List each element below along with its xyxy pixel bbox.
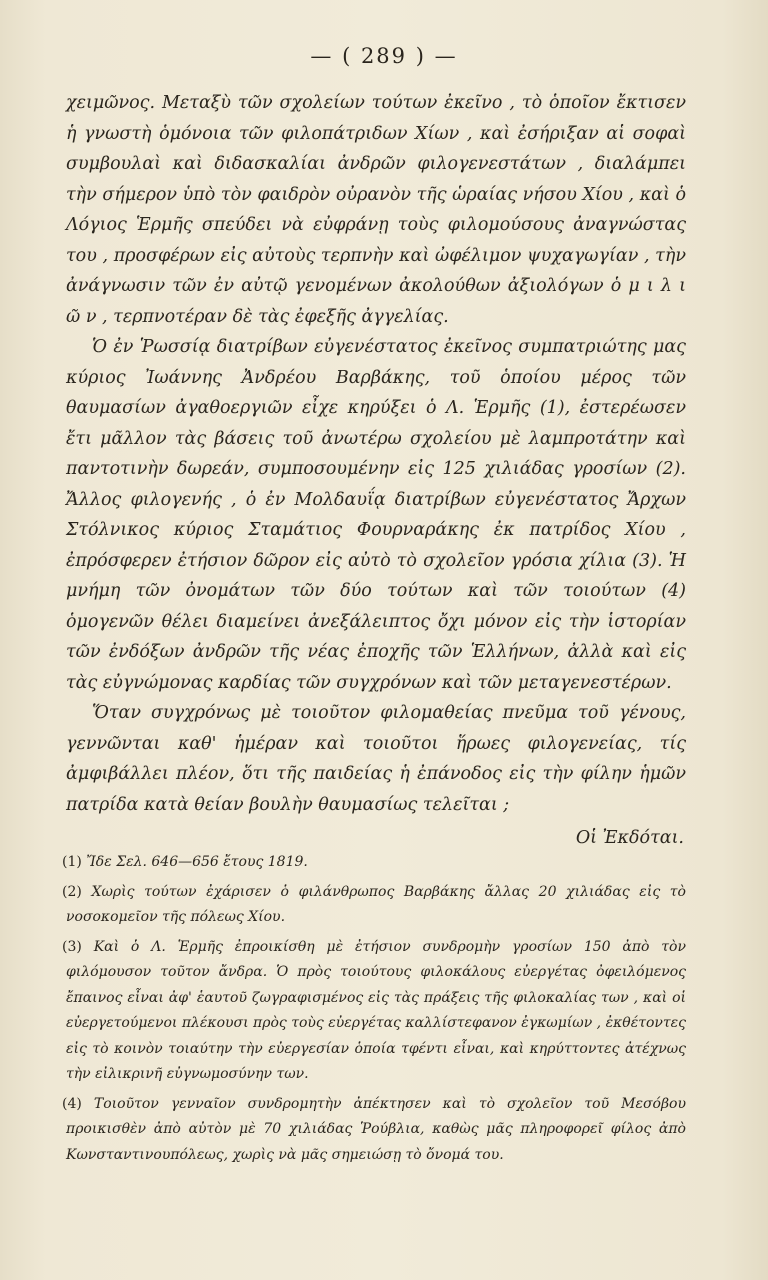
footnote-number: (4)	[62, 1095, 82, 1112]
page-header: — ( 289 ) —	[310, 44, 458, 68]
signature: Οἱ Ἐκδόται.	[575, 828, 684, 848]
footnote-number: (1)	[62, 854, 82, 870]
paragraph-3: Ὅταν συγχρόνως μὲ τοιοῦτον φιλομαθείας πνεῦμα τοῦ γένους, γεννῶνται καθ' ἡμέραν καὶ τοιοῦτοι ἥρωες φιλογενείας, τίς ἀμφιβάλλει πλέον, ὅτι τῆς παιδείας ἡ ἐπάνοδος εἰς τὴν φίλην ἡμῶν πατρίδα κατὰ θείαν βουλὴν θαυμασίως τελεῖται ;	[66, 703, 686, 815]
main-text	[66, 88, 686, 820]
paragraph-2: Ὁ ἐν Ῥωσσίᾳ διατρίβων εὐγενέστατος ἐκεῖνος συμπατριώτης μας κύριος Ἰωάννης Ἀνδρέου Βαρβάκης, τοῦ ὁποίου μέρος τῶν θαυμασίων ἀγαθοεργιῶν εἶχε κηρύξει ὁ Λ. Ἑρμῆς (1), ἐστερέωσεν ἔτι μᾶλλον τὰς βάσεις τοῦ ἀνωτέρω σχολείου μὲ λαμπροτάτην καὶ παντοτινὴν δωρεάν, συμποσουμένην εἰς 125 χιλιάδας γροσίων (2). Ἄλλος φιλογενής , ὁ ἐν Μολδαυΐᾳ διατρίβων εὐγενέστατος Ἄρχων Στόλνικος κύριος Σταμάτιος Φουρναράκης ἐκ πατρίδος Χίου , ἐπρόσφερεν ἐτήσιον δῶρον εἰς αὐτὸ τὸ σχολεῖον γρόσια χίλια (3). Ἡ μνήμη τῶν ὀνομάτων τῶν δύο τούτων καὶ τῶν τοιούτων (4) ὁμογενῶν θέλει διαμείνει ἀνεξάλειπτος ὄχι μόνον εἰς τὴν ἱστορίαν τῶν ἐνδόξων ἀνδρῶν τῆς νέας ἐποχῆς τῶν Ἑλλήνων, ἀλλὰ καὶ εἰς τὰς εὐγνώμονας καρδίας τῶν συγχρόνων καὶ τῶν μεταγενεστέρων.	[66, 337, 686, 693]
footnote-number: (3)	[62, 938, 82, 955]
footnote-2	[62, 880, 686, 931]
footnote-text: Καὶ ὁ Λ. Ἑρμῆς ἐπροικίσθη μὲ ἐτήσιον συνδρομὴν γροσίων 150 ἀπὸ τὸν φιλόμουσον τοῦτον ἄνδρα. Ὁ πρὸς τοιούτους φιλοκάλους εὐεργέτας ὀφειλόμενος ἔπαινος εἶναι ἀφ' ἑαυτοῦ ζωγραφισμένος εἰς τὰς πράξεις τῆς φιλοκαλίας των , καὶ οἱ εὐεργετούμενοι πλέκουσι πρὸς τοὺς εὐεργέτας καλλίστεφανον ἐγκωμίων , ἐκθέτοντες εἰς τὸ κοινὸν τοιαύτην τὴν εὐεργεσίαν ὁποία τφέντι εἶναι, καὶ κηρύττοντες ἀτέχνως τὴν εἰλικρινῆ εὐγνωμοσύνην των.	[66, 938, 686, 1082]
footnote-number: (2)	[62, 883, 82, 900]
footnote-1	[62, 850, 686, 876]
footnotes	[62, 850, 686, 1172]
footnote-text: Χωρὶς τούτων ἐχάρισεν ὁ φιλάνθρωπος Βαρβάκης ἄλλας 20 χιλιάδας εἰς τὸ νοσοκομεῖον τῆς πόλεως Χίου.	[66, 883, 686, 925]
paragraph-1: χειμῶνος. Μεταξὺ τῶν σχολείων τούτων ἐκεῖνο , τὸ ὁποῖον ἔκτισεν ἡ γνωστὴ ὁμόνοια τῶν φιλοπάτριδων Χίων , καὶ ἐσήριξαν αἱ σοφαὶ συμβουλαὶ καὶ διδασκαλίαι ἀνδρῶν φιλογενεστάτων , διαλάμπει τὴν σήμερον ὑπὸ τὸν φαιδρὸν οὐρανὸν τῆς ὡραίας νήσου Χίου , καὶ ὁ Λόγιος Ἑρμῆς σπεύδει νὰ εὐφράνῃ τοὺς φιλομούσους ἀναγνώστας του , προσφέρων εἰς αὐτοὺς τερπνὴν καὶ ὠφέλιμον ψυχαγωγίαν , τὴν ἀνάγνωσιν τῶν ἐν αὐτῷ γενομένων ἀκολούθων ἀξιολόγων ὁ μ ι λ ι ῶ ν , τερπνοτέραν δὲ τὰς ἐφεξῆς ἀγγελίας.	[66, 93, 686, 327]
footnote-3	[62, 935, 686, 1088]
footnote-4	[62, 1092, 686, 1169]
footnote-text: Τοιοῦτον γενναῖον συνδρομητὴν ἀπέκτησεν καὶ τὸ σχολεῖον τοῦ Μεσόβου προικισθὲν ἀπὸ αὐτὸν μὲ 70 χιλιάδας Ῥούβλια, καθὼς μᾶς πληροφορεῖ φίλος ἀπὸ Κωνσταντινουπόλεως, χωρὶς νὰ μᾶς σημειώσῃ τὸ ὄνομά του.	[66, 1095, 686, 1163]
footnote-text: Ἴδε Σελ. 646—656 ἔτους 1819.	[86, 854, 308, 870]
